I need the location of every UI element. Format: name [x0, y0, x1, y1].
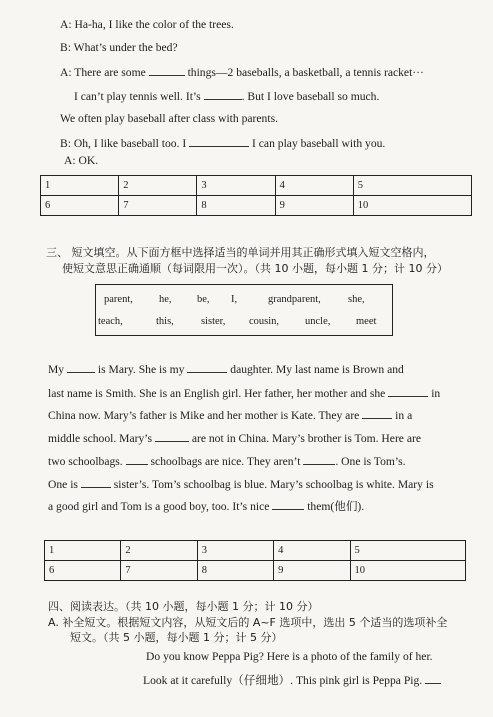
- dialogue-line-5: We often play baseball after class with parents.: [60, 112, 278, 125]
- passage-text: middle school. Mary’s: [48, 432, 153, 445]
- dialogue-line-1: A: Ha-ha, I like the color of the trees.: [60, 18, 234, 31]
- word-box: [95, 284, 393, 336]
- answer-blank[interactable]: [81, 477, 111, 488]
- reading-line-1: Do you know Peppa Pig? Here is a photo of the family of her.: [146, 650, 433, 663]
- table-cell[interactable]: 4: [275, 176, 353, 196]
- passage-text: them(他们).: [307, 500, 365, 513]
- passage-text: in a: [395, 409, 413, 422]
- section-4a-instruction-cont: 短文。（共 5 小题，每小题 1 分；计 5 分）: [70, 631, 283, 644]
- answer-blank[interactable]: [425, 673, 441, 684]
- word-option: be,: [197, 294, 210, 305]
- passage-text: sister’s. Tom’s schoolbag is blue. Mary’s schoolbag is white. Mary is: [113, 478, 434, 491]
- answer-blank[interactable]: [362, 408, 392, 419]
- word-option: teach,: [98, 316, 123, 327]
- dialogue-text: I can’t play tennis well. It’s: [74, 90, 201, 103]
- passage-line-6: [48, 477, 434, 492]
- word-option: this,: [156, 316, 174, 327]
- table-cell[interactable]: 2: [121, 541, 197, 561]
- dialogue-line-4: [74, 89, 379, 104]
- dialogue-line-3: [60, 65, 424, 80]
- passage-text: is Mary. She is my: [97, 363, 185, 376]
- table-cell[interactable]: 9: [274, 561, 350, 581]
- table-cell[interactable]: 8: [197, 561, 273, 581]
- answer-blank[interactable]: [187, 362, 227, 373]
- word-option: she,: [348, 294, 365, 305]
- word-option: parent,: [104, 294, 133, 305]
- answer-blank[interactable]: [388, 386, 428, 397]
- word-option: sister,: [201, 316, 226, 327]
- passage-text: My: [48, 363, 65, 376]
- table-cell[interactable]: 1: [45, 541, 121, 561]
- table-row: [41, 196, 472, 216]
- dialogue-text: things—2 baseballs, a basketball, a tennis racket···: [187, 66, 424, 79]
- dialogue-text: . But I love baseball so much.: [241, 90, 380, 103]
- passage-line-1: [48, 362, 404, 377]
- answer-blank[interactable]: [155, 431, 189, 442]
- dialogue-text: A: There are some: [60, 66, 146, 79]
- answer-blank[interactable]: [303, 454, 335, 465]
- table-cell[interactable]: 5: [350, 541, 466, 561]
- passage-text: a good girl and Tom is a good boy, too. It’s nice: [48, 500, 270, 513]
- table-cell[interactable]: 1: [41, 176, 119, 196]
- table-cell[interactable]: 4: [274, 541, 350, 561]
- passage-line-7: [48, 499, 364, 514]
- reading-text: Look at it carefully（仔细地）. This pink girl is Peppa Pig.: [143, 674, 423, 687]
- table-cell[interactable]: 2: [119, 176, 197, 196]
- answer-table-1: [40, 175, 472, 216]
- section-3-title: 三、 短文填空。从下面方框中选择适当的单词并用其正确形式填入短文空格内，: [46, 246, 435, 259]
- section-3-subtitle: 使短文意思正确通顺（每词限用一次）。（共 10 小题，每小题 1 分；计 10 分）: [62, 262, 448, 275]
- passage-text: One is: [48, 478, 78, 491]
- answer-blank[interactable]: [149, 65, 185, 76]
- passage-text: China now. Mary’s father is Mike and her mother is Kate. They are: [48, 409, 360, 422]
- dialogue-line-7: A: OK.: [64, 154, 99, 167]
- dialogue-line-2: B: What’s under the bed?: [60, 41, 178, 54]
- section-4a-instruction: A. 补全短文。根据短文内容，从短文后的 A~F 选项中，选出 5 个适当的选项补全: [48, 616, 448, 629]
- answer-blank[interactable]: [204, 89, 242, 100]
- section-4-title: 四、阅读表达。（共 10 小题，每小题 1 分；计 10 分）: [48, 600, 319, 613]
- answer-blank[interactable]: [272, 499, 304, 510]
- table-cell[interactable]: 10: [350, 561, 466, 581]
- table-cell[interactable]: 7: [121, 561, 197, 581]
- word-option: cousin,: [249, 316, 280, 327]
- table-row: [45, 561, 466, 581]
- table-cell[interactable]: 9: [275, 196, 353, 216]
- passage-text: are not in China. Mary’s brother is Tom. Here are: [191, 432, 422, 445]
- dialogue-text: B: Oh, I like baseball too. I: [60, 137, 187, 150]
- table-cell[interactable]: 3: [197, 541, 273, 561]
- passage-text: in: [431, 387, 441, 400]
- word-option: uncle,: [305, 316, 331, 327]
- passage-line-2: [48, 386, 440, 401]
- table-cell[interactable]: 8: [197, 196, 275, 216]
- table-cell[interactable]: 3: [197, 176, 275, 196]
- word-option: he,: [159, 294, 172, 305]
- passage-text: . One is Tom’s.: [335, 455, 406, 468]
- table-cell[interactable]: 5: [353, 176, 471, 196]
- table-cell[interactable]: 6: [41, 196, 119, 216]
- word-option: grandparent,: [268, 294, 321, 305]
- passage-text: schoolbags are nice. They aren’t: [150, 455, 301, 468]
- answer-table-2: [44, 540, 466, 581]
- dialogue-text: I can play baseball with you.: [252, 137, 386, 150]
- table-row: [45, 541, 466, 561]
- word-option: I,: [231, 294, 238, 305]
- passage-line-4: [48, 431, 421, 446]
- table-cell[interactable]: 10: [353, 196, 471, 216]
- passage-text: daughter. My last name is Brown and: [230, 363, 404, 376]
- dialogue-line-6: [60, 136, 385, 151]
- answer-blank[interactable]: [126, 454, 148, 465]
- answer-blank[interactable]: [189, 136, 249, 147]
- table-row: [41, 176, 472, 196]
- word-option: meet: [356, 316, 377, 327]
- table-cell[interactable]: 7: [119, 196, 197, 216]
- reading-line-2: [143, 673, 441, 688]
- passage-line-5: [48, 454, 406, 469]
- passage-text: two schoolbags.: [48, 455, 123, 468]
- answer-blank[interactable]: [67, 362, 95, 373]
- passage-text: last name is Smith. She is an English girl. Her father, her mother and she: [48, 387, 386, 400]
- table-cell[interactable]: 6: [45, 561, 121, 581]
- passage-line-3: [48, 408, 412, 423]
